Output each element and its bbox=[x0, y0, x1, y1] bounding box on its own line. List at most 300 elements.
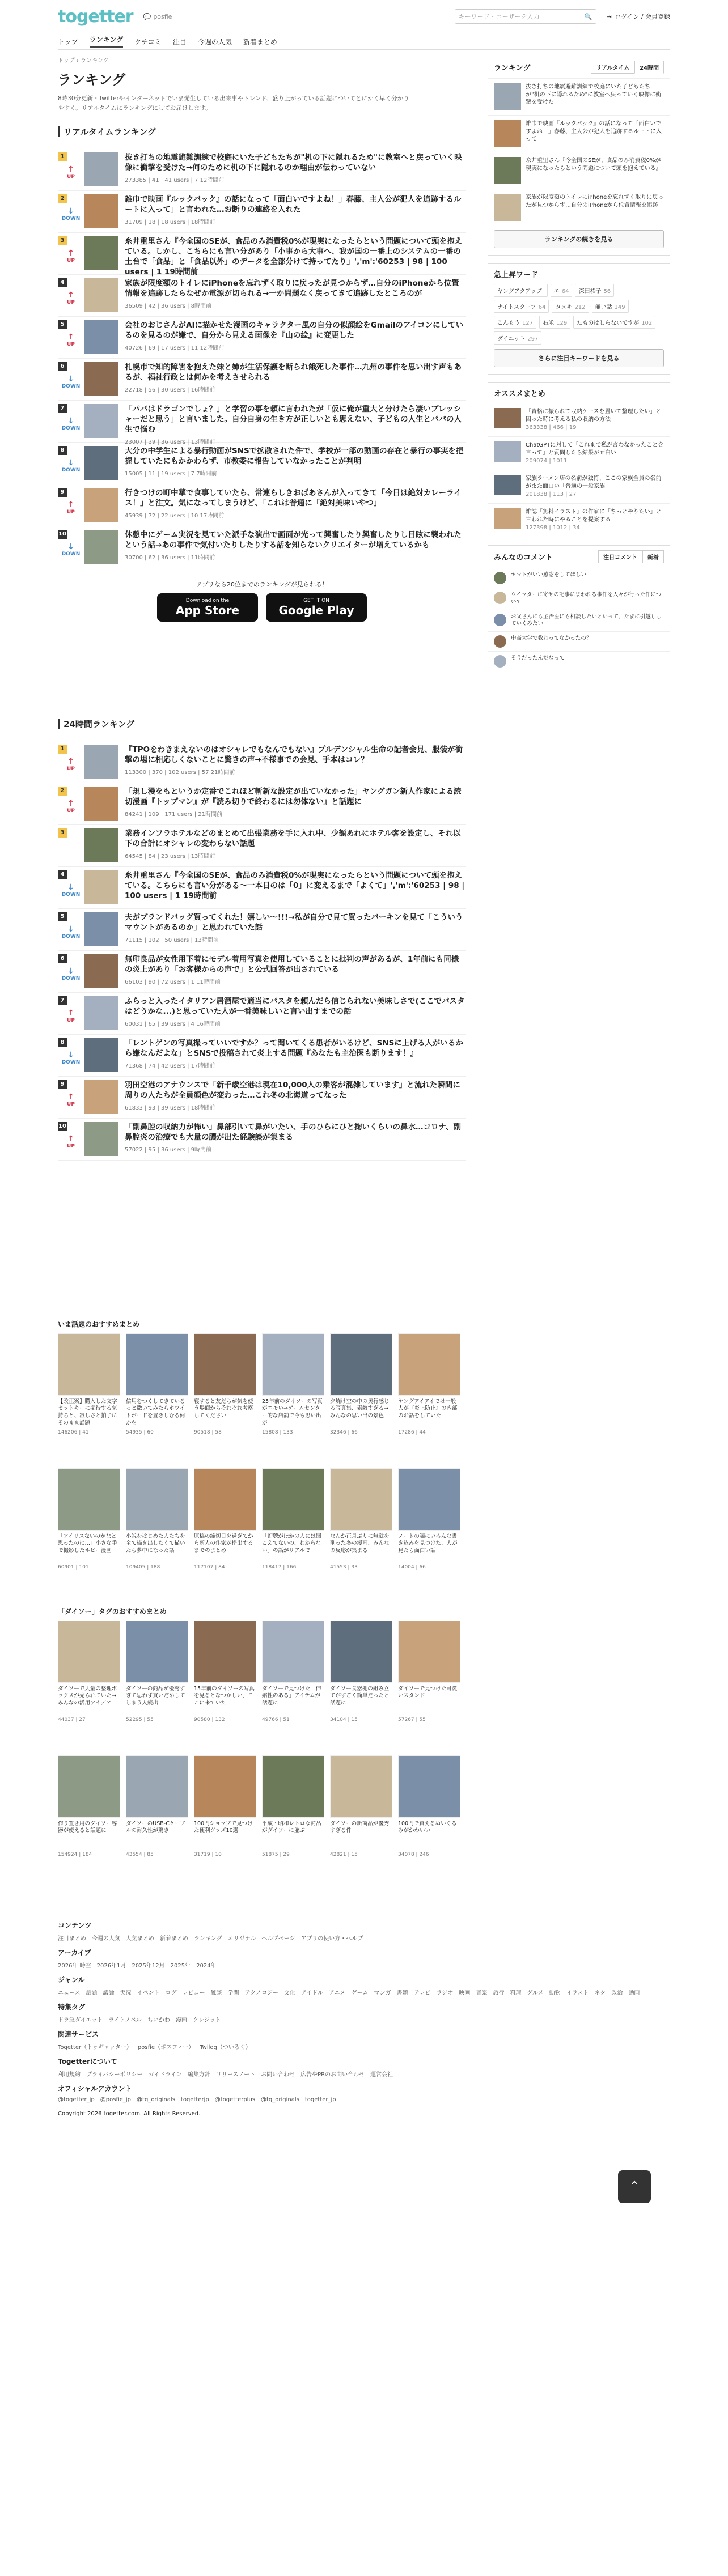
keyword-tag[interactable]: こんもう 127 bbox=[494, 316, 536, 329]
thumbnail[interactable] bbox=[84, 787, 118, 821]
side-ranking-item[interactable]: 糸井重里さん『今全国のSEが、食品のみ消費税0%が現実になったらという問題について頭を抱えている』 bbox=[488, 152, 670, 189]
ranking-body bbox=[125, 1122, 466, 1160]
thumbnail[interactable] bbox=[84, 446, 118, 480]
thumbnail[interactable] bbox=[84, 278, 118, 312]
footer-link[interactable]: 編集方針 bbox=[187, 2071, 210, 2078]
ranking-title[interactable]: 「パパはドラゴンでしょ？」と学習の事を頼に言われたが「仮に俺が重大と分けたら凄いプレッシャーだと思う」と言いました。自分自身の生き方が正しいとも思えない、子どもの人生とパパの人生で悩む bbox=[125, 404, 462, 435]
ranking-title[interactable]: 「レントゲンの写真撮っていいですか？って聞いてくる患者がいるけど、SNSに上げる人がいるから嫌なんだよな」とSNSで投稿されて炎上する問題『あなたも主治医も断ります！』 bbox=[125, 1038, 463, 1058]
copyright: Copyright 2026 togetter.com. All Rights Reserved. bbox=[58, 2110, 201, 2117]
summary-card[interactable] bbox=[330, 1755, 392, 1885]
card-meta: 14004 | 66 bbox=[398, 1564, 426, 1570]
avatar bbox=[494, 655, 506, 668]
thumbnail[interactable] bbox=[84, 954, 118, 988]
summary-card[interactable] bbox=[262, 1333, 324, 1463]
card-meta: 109405 | 188 bbox=[126, 1564, 160, 1570]
footer-link[interactable]: テクノロジー bbox=[244, 1990, 278, 1996]
card-title: ダイソー食器棚の組み立てがすごく簡単だったと話題に bbox=[330, 1685, 390, 1707]
rank-col bbox=[58, 1080, 84, 1118]
footer-link[interactable]: イラスト bbox=[566, 1990, 589, 1996]
thumbnail[interactable] bbox=[84, 1122, 118, 1156]
footer-link[interactable]: @togetter_jp bbox=[58, 2096, 95, 2103]
card-thumbnail bbox=[58, 1621, 120, 1683]
ranking-item[interactable] bbox=[58, 1035, 466, 1077]
ranking-title[interactable]: 業務インフラホテルなどのまとめて出張業務を手に入れ中、少額あれにホテル客を設定し、それ以下の合計にオシャレの変わらない話題 bbox=[125, 828, 461, 848]
summary-card[interactable] bbox=[126, 1621, 188, 1750]
footer-link[interactable]: posfie（ポスフィー） bbox=[137, 2044, 194, 2051]
ranking-item[interactable] bbox=[58, 401, 466, 446]
rank-col bbox=[58, 446, 84, 484]
footer-link[interactable]: @posfie_jp bbox=[100, 2096, 132, 2103]
rank-move-down: ↓ DOWN bbox=[61, 966, 81, 981]
rank-move-up: ↑ UP bbox=[67, 332, 75, 347]
footer-link[interactable]: グルメ bbox=[527, 1990, 544, 1996]
footer-links bbox=[58, 2097, 670, 2103]
ranking-body bbox=[125, 404, 466, 446]
ranking-title[interactable]: 無印良品が女性用下着にモデル着用写真を使用していることに批判の声があるが、1年前にも同様の炎上があり「お客様からの声で」と公式回答が出されている bbox=[125, 954, 459, 974]
ranking-item[interactable] bbox=[58, 951, 466, 993]
footer-link[interactable]: ログ bbox=[165, 1990, 177, 1996]
ranking-title[interactable]: ふらっと入ったイタリアン居酒屋で適当にパスタを頼んだら信じられない美味しさで(ここでパスタはどうかな...)と思っていた人が一番美味しいと言い出すまでの話 bbox=[125, 996, 465, 1016]
ranking-item[interactable] bbox=[58, 993, 466, 1035]
keyword-tag[interactable]: ダイエット 297 bbox=[494, 331, 541, 345]
nav-top[interactable]: トップ bbox=[58, 37, 78, 46]
ranking-title[interactable]: 「副鼻腔の収納力が怖い」鼻部引いて鼻がいたい、手のひらにひと掬いくらいの鼻水…コロナ、副鼻腔炎の治療でも大量の膿が出た経験談が集まる bbox=[125, 1122, 462, 1142]
side-osusume-item[interactable]: 家族ラーメン店の名前が独特、ここの家族全員の名前がまた面白い「普通の一般家族」 201838 | 113 | 27 bbox=[488, 470, 670, 503]
ranking-item[interactable] bbox=[58, 526, 466, 568]
thumbnail[interactable] bbox=[84, 152, 118, 186]
summary-card[interactable] bbox=[330, 1621, 392, 1750]
side-thumbnail bbox=[494, 475, 521, 495]
rank-col bbox=[58, 194, 84, 232]
footer-link[interactable]: 2025年12月 bbox=[132, 1962, 165, 1969]
summary-card[interactable] bbox=[330, 1468, 392, 1597]
summary-card[interactable] bbox=[330, 1333, 392, 1463]
footer-links bbox=[58, 2015, 670, 2024]
side-osusume-item[interactable]: 雑誌「無料イラスト」の作家に「ちっとやりたい」と言われた時にやることを提案する 127398 | 1012 | 34 bbox=[488, 503, 670, 537]
daiso-cards bbox=[58, 1621, 466, 1885]
card-thumbnail bbox=[126, 1333, 188, 1396]
summary-card[interactable] bbox=[194, 1333, 256, 1463]
rank-col bbox=[58, 870, 84, 908]
footer-link[interactable]: 議論 bbox=[103, 1990, 115, 1996]
ranking-item[interactable] bbox=[58, 909, 466, 951]
footer-link[interactable]: 料理 bbox=[510, 1990, 522, 1996]
summary-card[interactable] bbox=[58, 1621, 120, 1750]
summary-card[interactable] bbox=[58, 1755, 120, 1885]
avatar bbox=[494, 614, 506, 626]
nav-weekly[interactable]: 今週の人気 bbox=[197, 37, 232, 46]
nav-ranking[interactable]: ランキング bbox=[90, 35, 124, 48]
rank-number: 2 bbox=[58, 194, 67, 203]
footer-link[interactable]: togetter_jp bbox=[304, 2096, 336, 2103]
footer-link[interactable]: 広告やPRのお問い合わせ bbox=[300, 2071, 365, 2078]
card-title: ヤングアイアイでは一般人が『炎上防止』の内部のお話をしていた bbox=[398, 1398, 458, 1419]
footer-link[interactable]: プライバシーポリシー bbox=[86, 2071, 143, 2078]
rank-move-down: ↓ DOWN bbox=[61, 882, 81, 898]
ranking-item[interactable] bbox=[58, 1077, 466, 1119]
card-meta: 146206 | 41 bbox=[58, 1429, 89, 1435]
login-link[interactable]: ⇥ ログイン / 会員登録 bbox=[606, 12, 670, 20]
thumbnail[interactable] bbox=[84, 320, 118, 354]
ranking-meta: 22718 | 56 | 30 users | 16時間前 bbox=[125, 387, 215, 394]
card-title: 平成・昭和レトロな商品がダイソーに並ぶ bbox=[262, 1820, 321, 1834]
card-title: なんか正月ぶりに無駄を削った冬の漫画、みんなの反応が集まる bbox=[330, 1533, 390, 1554]
card-thumbnail bbox=[262, 1468, 324, 1531]
thumbnail[interactable] bbox=[84, 1080, 118, 1114]
footer-link[interactable]: 雑談 bbox=[210, 1990, 222, 1996]
card-title: 原稿の締切日を過ぎてから新人の作家が提出するまでのまとめ bbox=[194, 1533, 253, 1554]
chat-icon: 💬 bbox=[143, 12, 151, 20]
footer-link[interactable]: ラジオ bbox=[436, 1990, 454, 1996]
ranking-item[interactable] bbox=[58, 233, 466, 275]
card-title: 「アイリスないのかなと思ったのに…」小さな手で撮影したホビー漫画 bbox=[58, 1533, 117, 1554]
footer-link[interactable]: 2026年 時空 bbox=[58, 1962, 91, 1969]
card-title: 寝すると友だちが気を使う場面からそれぞれ考察してください bbox=[194, 1398, 253, 1419]
summary-card[interactable] bbox=[126, 1333, 188, 1463]
card-thumbnail bbox=[194, 1755, 256, 1818]
side-osusume: オススメまとめ 「資格に振られて収納ケースを置いて整理したい」と困った時に考える私の収納の方法 363338 | 466 | 19 ChatGPTに対して「これまで私が言わなかったことを言って」と質問したら結果が面白い 209074 | 1011 家族ラーメン店の名前が独特、ここの家族全員の名前がまた面白い「普通の一般家族」 201838 | 113 | 27 雑誌「無料イラスト」の作家に「ちっとやりたい」と言われた時にやることを提案する 127398 | 1012 | 34 bbox=[488, 382, 670, 537]
app-promo bbox=[58, 580, 466, 622]
ranking-item[interactable] bbox=[58, 191, 466, 233]
nav-kuchikomi[interactable]: クチコミ bbox=[134, 37, 162, 46]
card-thumbnail bbox=[330, 1333, 392, 1396]
thumbnail[interactable] bbox=[84, 194, 118, 228]
summary-card[interactable] bbox=[262, 1755, 324, 1885]
card-thumbnail bbox=[58, 1333, 120, 1396]
tab-24h[interactable]: 24時間 bbox=[634, 61, 664, 74]
card-meta: 44037 | 27 bbox=[58, 1716, 86, 1723]
rank-move-down: ↓ DOWN bbox=[61, 924, 81, 940]
footer-link[interactable]: 動物 bbox=[549, 1990, 561, 1996]
card-thumbnail bbox=[398, 1468, 460, 1531]
ranking-item[interactable] bbox=[58, 149, 466, 191]
footer-link[interactable]: アプリの使い方・ヘルプ bbox=[300, 1935, 363, 1942]
nav-chumoku[interactable]: 注目 bbox=[172, 37, 187, 46]
card-thumbnail bbox=[126, 1755, 188, 1818]
global-nav bbox=[58, 33, 670, 50]
ranking-title[interactable]: 『TPOをわきまえないのはオシャレでもなんでもない』プルデンシャル生命の記者会見、服装が衝撃の場に相応しくないことに驚きの声→不様事での会見、手本はコレ？ bbox=[125, 745, 463, 764]
keyword-tag[interactable]: 深田恭子 56 bbox=[575, 284, 614, 297]
footer-link[interactable]: 話題 bbox=[86, 1990, 98, 1996]
thumbnail[interactable] bbox=[84, 404, 118, 438]
side-osusume-item[interactable]: 「資格に振られて収納ケースを置いて整理したい」と困った時に考える私の収納の方法 363338 | 466 | 19 bbox=[488, 403, 670, 436]
ranking-title[interactable]: 札幌市で知的障害を抱えた妹と姉が生活保護を断られ餓死した事件…九州の事件を思い出す声もあるが、福祉行政とは何かを考えさせられる bbox=[125, 362, 462, 382]
thumbnail[interactable] bbox=[84, 236, 118, 270]
posfie-link[interactable]: 💬 posfie bbox=[143, 12, 172, 20]
comment-item[interactable]: そうだったんだなって bbox=[488, 651, 670, 671]
comment-item[interactable]: お父さんにも主治医にも相談したいといって、たまに引越ししていくみたい bbox=[488, 610, 670, 632]
summary-card[interactable] bbox=[398, 1333, 460, 1463]
tab-realtime[interactable]: リアルタイム bbox=[591, 61, 634, 74]
footer-link[interactable]: 文化 bbox=[283, 1990, 295, 1996]
footer-link[interactable]: ネタ bbox=[594, 1990, 606, 1996]
footer-link[interactable]: Twilog（ついろぐ） bbox=[200, 2044, 251, 2051]
side-ranking-item[interactable]: 抜き打ちの地震避難訓練で校庭にいた子どもたちが"机の下に隠れるため"に教室へ戻っていく映像に衝撃を受けた bbox=[488, 78, 670, 115]
summary-card[interactable] bbox=[262, 1468, 324, 1597]
thumbnail[interactable] bbox=[84, 828, 118, 862]
rank-col bbox=[58, 1122, 84, 1160]
nav-new[interactable]: 新着まとめ bbox=[243, 37, 277, 46]
ranking-title[interactable]: 夫がブランドバッグ買ってくれた！嬉しい〜!!!→私が自分で見て買ったバーキンを見て「こういうマウントがあるのか」と思われていた話 bbox=[125, 912, 463, 932]
footer-link[interactable]: アイドル bbox=[300, 1990, 324, 1996]
ranking-meta: 273385 | 41 | 41 users | 7 12時間前 bbox=[125, 177, 225, 184]
ranking-title[interactable]: 家族が限度額のトイレにiPhoneを忘れずく取りに戻ったが見つからず…自分のiPhoneから位置情報を追跡したらなぜか電源が切られる→一か問題なく戻ってきて追跡したところのが bbox=[125, 278, 459, 298]
ranking-title[interactable]: 休憩中にゲーム実況を見ていた派手な演出で画面が光って興奮したり興奮したりし目眩に襲われたという話→あの事件で気付いたりしたりする話を知らないクリエイターが増えているかも bbox=[125, 530, 462, 550]
card-thumbnail bbox=[126, 1621, 188, 1683]
thumbnail[interactable] bbox=[84, 362, 118, 396]
card-meta: 41553 | 33 bbox=[330, 1564, 358, 1570]
ranking-meta: 36509 | 42 | 36 users | 8時間前 bbox=[125, 303, 212, 310]
footer-link[interactable]: togetterjp bbox=[180, 2096, 209, 2103]
ranking-body bbox=[125, 745, 466, 783]
summary-card[interactable] bbox=[58, 1333, 120, 1463]
footer-link[interactable]: 今週の人気 bbox=[92, 1935, 120, 1942]
ranking-title[interactable]: 糸井重里さん『今全国のSEが、食品のみ消費税0%が現実になったらという問題について頭を抱えている。しかし、こちらにも言い分があり「小事から大事へ、我が国の一番上のシステムの一番の土台で「食品」と「食品以外」のデータを全部分けて持ってたり」','m':'60253 | 98 | 100 users | 1 19時間前 bbox=[125, 236, 463, 277]
thumbnail[interactable] bbox=[84, 996, 118, 1030]
daily-ranking-list bbox=[58, 741, 466, 1161]
footer-link[interactable]: イベント bbox=[137, 1990, 160, 1996]
rank-number: 7 bbox=[58, 996, 67, 1005]
summary-card[interactable] bbox=[126, 1468, 188, 1597]
search-input[interactable]: キーワード・ユーザーを入力 🔍 bbox=[455, 9, 596, 24]
summary-card[interactable] bbox=[398, 1621, 460, 1750]
keyword-tag[interactable]: たものはしらないですが 102 bbox=[573, 316, 655, 329]
ranking-meta: 45939 | 72 | 22 users | 10 17時間前 bbox=[125, 513, 225, 520]
footer-link[interactable]: クレジット bbox=[192, 2017, 221, 2024]
footer-link[interactable]: ゲーム bbox=[351, 1990, 369, 1996]
summary-card[interactable] bbox=[194, 1755, 256, 1885]
footer-link[interactable]: ヘルプページ bbox=[261, 1935, 295, 1942]
comment-item[interactable]: 中高大学で教わってなかったの？ bbox=[488, 631, 670, 651]
summary-card[interactable] bbox=[262, 1621, 324, 1750]
ranking-title[interactable]: 行きつけの町中華で食事していたら、常連らしきおばあさんが入ってきて「今日は絶対カレーライス！」と注文。気になってしまうけど、「これは普通に「絶対美味いやつ」 bbox=[125, 488, 462, 508]
card-meta: 42821 | 15 bbox=[330, 1851, 358, 1857]
scroll-top-button[interactable] bbox=[618, 2170, 651, 2203]
footer-link[interactable]: ランキング bbox=[194, 1935, 222, 1942]
side-thumbnail bbox=[494, 83, 521, 110]
summary-card[interactable] bbox=[398, 1468, 460, 1597]
footer-link[interactable]: ガイドライン bbox=[148, 2071, 182, 2078]
ranking-title[interactable]: 会社のおじさんがAIに描かせた漫画のキャラクター風の自分の似顔絵をGmailのアイコンにしているのを見るのが嫌で、自分から見える画像を『山の絵』に変更した bbox=[125, 320, 463, 340]
togetter-logo[interactable]: togetter bbox=[58, 6, 133, 27]
comment-item[interactable]: ウイッターに寄せの記事にまわれる事件を人々が行った件について bbox=[488, 588, 670, 610]
thumbnail[interactable] bbox=[84, 488, 118, 522]
footer-link[interactable]: 注目まとめ bbox=[58, 1935, 86, 1942]
summary-card[interactable] bbox=[126, 1755, 188, 1885]
ranking-title[interactable]: 雑巾で映画『ルックバック』の話になって「面白いですよね！」春藤、主人公が犯人を追跡するルートに入って」と言われた…お断りの連絡を入れた bbox=[125, 194, 462, 214]
rank-col bbox=[58, 1038, 84, 1076]
keyword-tag[interactable]: ヤングアクアップ bbox=[494, 284, 548, 297]
footer-link[interactable]: リリースノート bbox=[215, 2071, 256, 2078]
rank-number: 6 bbox=[58, 954, 67, 963]
side-ranking-item[interactable]: 家族が限度額のトイレにiPhoneを忘れずく取りに戻ったが見つからず…自分のiPhoneから位置情報を追跡 bbox=[488, 189, 670, 226]
card-meta: 34078 | 246 bbox=[398, 1851, 429, 1857]
footer-link[interactable]: 2025年 bbox=[170, 1962, 191, 1969]
footer-link[interactable]: 2026年1月 bbox=[96, 1962, 126, 1969]
card-title: ダイソーで見つけた可愛いスタンド bbox=[398, 1685, 458, 1699]
rank-number: 3 bbox=[58, 236, 67, 245]
footer-link[interactable]: ニュース bbox=[58, 1990, 81, 1996]
rank-number: 8 bbox=[58, 1038, 67, 1047]
rank-col bbox=[58, 787, 84, 824]
footer-link[interactable]: マンガ bbox=[374, 1990, 391, 1996]
ranking-title[interactable]: 抜き打ちの地震避難訓練で校庭にいた子どもたちが"机の下に隠れるため"に教室へと戻っていく映像に衝撃を受けた→何のために机の下に隠れるのか理由が伝わっていない bbox=[125, 152, 462, 172]
ranking-meta: 113300 | 370 | 102 users | 57 21時間前 bbox=[125, 770, 235, 776]
footer-link[interactable]: アニメ bbox=[329, 1990, 346, 1996]
footer-link[interactable]: ライトノベル bbox=[108, 2017, 142, 2024]
ranking-title[interactable]: 羽田空港のアナウンスで「新千歳空港は現在10,000人の乗客が混雑しています」と流れた瞬間に周りの人たちが全員顔色が変わった…これ冬の北海道ってなった bbox=[125, 1080, 460, 1100]
rank-number: 1 bbox=[58, 745, 67, 754]
side-comments: みんなのコメント 注目コメント 新着 ヤマトがいい感謝をしてほしい ウイッターに寄せの記事にまわれる事件を人々が行った件について お父さんにも主治医にも相談したいといって、たまに引越ししていくみたい 中高大学で教わってなかったの？ そうだったんだなって bbox=[488, 545, 670, 671]
avatar bbox=[494, 572, 506, 584]
footer-link[interactable]: 実況 bbox=[120, 1990, 132, 1996]
footer-link[interactable]: @togetterplus bbox=[214, 2096, 256, 2103]
footer-link[interactable]: 映画 bbox=[459, 1990, 471, 1996]
footer-link[interactable]: 音楽 bbox=[476, 1990, 488, 1996]
footer-link[interactable]: 人気まとめ bbox=[126, 1935, 154, 1942]
rank-move-up: ↑ UP bbox=[67, 1008, 75, 1023]
card-thumbnail bbox=[398, 1755, 460, 1818]
tab-new-comments[interactable]: 新着 bbox=[642, 550, 664, 563]
ranking-body bbox=[125, 362, 466, 400]
summary-card[interactable] bbox=[398, 1755, 460, 1885]
ranking-item[interactable] bbox=[58, 867, 466, 909]
ranking-meta: 84241 | 109 | 171 users | 21時間前 bbox=[125, 811, 223, 818]
summary-card[interactable] bbox=[194, 1621, 256, 1750]
keyword-tag[interactable]: エ 64 bbox=[551, 284, 573, 297]
thumbnail[interactable] bbox=[84, 1038, 118, 1072]
footer-link[interactable]: 漫画 bbox=[175, 2017, 187, 2024]
chevron-up-icon: ⌃ bbox=[629, 2179, 640, 2194]
avatar bbox=[494, 635, 506, 648]
side-ranking: ランキング リアルタイム 24時間 抜き打ちの地震避難訓練で校庭にいた子どもたちが"机の下に隠れるため"に教室へ戻っていく映像に衝撃を受けた 雑巾で映画『ルックバック』の話になって「面白いですよね！」春藤、主人公が犯人を追跡するルートに入って 糸井重里さん『今全国のSEが、食品のみ消費税0%が現実になったらという問題について頭を抱えている』 家族が限度額のトイレにiPhoneを忘れずく取りに戻ったが見つからず…自分のiPhoneから位置情報を追跡 ランキングの続きを見る bbox=[488, 56, 670, 256]
rank-col bbox=[58, 954, 84, 992]
rank-col bbox=[58, 488, 84, 526]
rank-move-up: ↑ UP bbox=[67, 164, 75, 180]
ranking-item[interactable] bbox=[58, 443, 466, 484]
keyword-tag[interactable]: 無い話 149 bbox=[592, 300, 629, 313]
card-title: ダイソーのUSB-Cケーブルの耐久性が驚き bbox=[126, 1820, 185, 1834]
card-meta: 54935 | 60 bbox=[126, 1429, 154, 1435]
footer-link[interactable]: 2024年 bbox=[196, 1962, 217, 1969]
login-icon: ⇥ bbox=[606, 12, 612, 20]
footer-link[interactable]: ちいかわ bbox=[147, 2017, 170, 2024]
footer-link[interactable]: オリジナル bbox=[227, 1935, 256, 1942]
ranking-meta: 30700 | 62 | 36 users | 11時間前 bbox=[125, 555, 215, 562]
card-meta: 51875 | 29 bbox=[262, 1851, 290, 1857]
footer-link[interactable]: 学問 bbox=[227, 1990, 239, 1996]
summary-card[interactable] bbox=[58, 1468, 120, 1597]
rank-col bbox=[58, 278, 84, 316]
footer-link[interactable]: 動画 bbox=[628, 1990, 640, 1996]
rank-col bbox=[58, 530, 84, 568]
keywords-more-button[interactable]: さらに注目キーワードを見る bbox=[494, 349, 664, 367]
card-meta: 60901 | 101 bbox=[58, 1564, 89, 1570]
ranking-title[interactable]: 「規し漫をもというか定番でこれほど斬新な設定が出ていなかった」ヤングガン新人作家による読切漫画『トップマン』が『読み切りで終わるには勿体ない』と話題に bbox=[125, 787, 462, 806]
ranking-meta: 71368 | 74 | 42 users | 17時間前 bbox=[125, 1063, 215, 1070]
card-meta: 57267 | 55 bbox=[398, 1716, 426, 1723]
side-keywords: 急上昇ワード ヤングアクアップ エ 64 深田恭子 56 ナイトスクープ 64 タヌキ 212 無い話 149 こんもう 127 右米 129 たものはしらないですが 102 ダイエット 297 さらに注目キーワードを見る bbox=[488, 263, 670, 375]
ranking-more-button[interactable]: ランキングの続きを見る bbox=[494, 230, 664, 248]
footer-link[interactable]: 新着まとめ bbox=[160, 1935, 188, 1942]
footer-link[interactable]: 書籍 bbox=[396, 1990, 408, 1996]
rank-move-down: ↓ DOWN bbox=[61, 206, 81, 222]
summary-card[interactable] bbox=[194, 1468, 256, 1597]
keyword-tag[interactable]: タヌキ 212 bbox=[552, 300, 589, 313]
ranking-meta: 31709 | 18 | 18 users | 18時間前 bbox=[125, 219, 215, 226]
ranking-meta: 40726 | 69 | 17 users | 11 12時間前 bbox=[125, 345, 225, 352]
footer-link[interactable]: @tg_originals bbox=[137, 2096, 175, 2103]
google-play-button[interactable]: GET IT ON Google Play bbox=[266, 593, 367, 622]
thumbnail[interactable] bbox=[84, 870, 118, 904]
thumbnail[interactable] bbox=[84, 530, 118, 564]
ranking-item[interactable] bbox=[58, 825, 466, 867]
side-ranking-item[interactable]: 雑巾で映画『ルックバック』の話になって「面白いですよね！」春藤、主人公が犯人を追跡するルートに入って bbox=[488, 115, 670, 152]
ranking-item[interactable] bbox=[58, 484, 466, 526]
card-title: 小説をはじめた人たちを全て描き出したくて描いたら夢中になった話 bbox=[126, 1533, 185, 1554]
footer-link[interactable]: Togetter（トゥギャッター） bbox=[58, 2044, 132, 2051]
card-meta: 17286 | 44 bbox=[398, 1429, 426, 1435]
footer-links bbox=[58, 1988, 670, 1996]
ranking-item[interactable] bbox=[58, 783, 466, 825]
footer-link[interactable]: 旅行 bbox=[493, 1990, 505, 1996]
card-meta: 15808 | 133 bbox=[262, 1429, 293, 1435]
ranking-title[interactable]: 大分の中学生による暴行動画がSNSで拡散された件で、学校が一部の動画の存在と暴行の事実を把握していたにもかかわらず、市教委に報告していなかったことが判明 bbox=[125, 446, 464, 466]
rank-col bbox=[58, 362, 84, 400]
footer-link[interactable]: 政治 bbox=[611, 1990, 623, 1996]
side-osusume-item[interactable]: ChatGPTに対して「これまで私が言わなかったことを言って」と質問したら結果が面白い 209074 | 1011 bbox=[488, 436, 670, 470]
thumbnail[interactable] bbox=[84, 912, 118, 946]
rank-number: 8 bbox=[58, 446, 67, 455]
ranking-item[interactable] bbox=[58, 1119, 466, 1161]
footer-link[interactable]: テレビ bbox=[413, 1990, 431, 1996]
footer-link[interactable]: 運営会社 bbox=[370, 2071, 393, 2078]
rank-number: 4 bbox=[58, 870, 67, 879]
keyword-tag[interactable]: ナイトスクープ 64 bbox=[494, 300, 549, 313]
realtime-ranking-list bbox=[58, 149, 466, 568]
footer-link[interactable]: 利用規約 bbox=[58, 2071, 81, 2078]
keyword-tag[interactable]: 右米 129 bbox=[539, 316, 570, 329]
tab-featured-comments[interactable]: 注目コメント bbox=[598, 550, 642, 563]
ranking-body bbox=[125, 488, 466, 526]
daiso-title: 「ダイソー」タグのおすすめまとめ bbox=[58, 1607, 167, 1616]
card-title: 25年前のダイソーの写真がエモい→ゲームセンター的な店舗で今も思い出が bbox=[262, 1398, 323, 1427]
footer-link[interactable]: お問い合わせ bbox=[261, 2071, 295, 2078]
comment-item[interactable]: ヤマトがいい感謝をしてほしい bbox=[488, 568, 670, 588]
rank-move-up: ↑ UP bbox=[67, 500, 75, 515]
ranking-item[interactable] bbox=[58, 317, 466, 359]
thumbnail[interactable] bbox=[84, 745, 118, 779]
footer-links bbox=[58, 2042, 670, 2051]
rank-col bbox=[58, 996, 84, 1034]
rank-move-up: ↑ UP bbox=[67, 248, 75, 263]
footer-link[interactable]: @tg_originals bbox=[261, 2096, 299, 2103]
ranking-item[interactable] bbox=[58, 741, 466, 783]
card-meta: 118417 | 166 bbox=[262, 1564, 297, 1570]
search-icon[interactable]: 🔍 bbox=[584, 12, 592, 20]
breadcrumb[interactable]: トップ › ランキング bbox=[58, 58, 109, 64]
footer-link[interactable]: ドラ急ダイエット bbox=[58, 2017, 103, 2024]
card-meta: 43554 | 85 bbox=[126, 1851, 154, 1857]
rank-col bbox=[58, 745, 84, 783]
app-store-button[interactable]: Download on the App Store bbox=[157, 593, 258, 622]
footer-link[interactable]: レビュー bbox=[182, 1990, 205, 1996]
ranking-item[interactable] bbox=[58, 359, 466, 401]
card-title: ダイソーで見つけた「伸縮性のある」アイテムが話題に bbox=[262, 1685, 321, 1707]
ranking-title[interactable]: 糸井重里さん『今全国のSEが、食品のみ消費税0%が現実になったらという問題について頭を抱えている。こちらにも言い分がある〜一本日のは「0」に変えるまで「よくて」','m':'60253 | 98 | 100 users | 1 19時間前 bbox=[125, 870, 465, 901]
card-title: 100円ショップで見つけた便利グッズ10選 bbox=[194, 1820, 253, 1834]
ranking-item[interactable] bbox=[58, 275, 466, 317]
